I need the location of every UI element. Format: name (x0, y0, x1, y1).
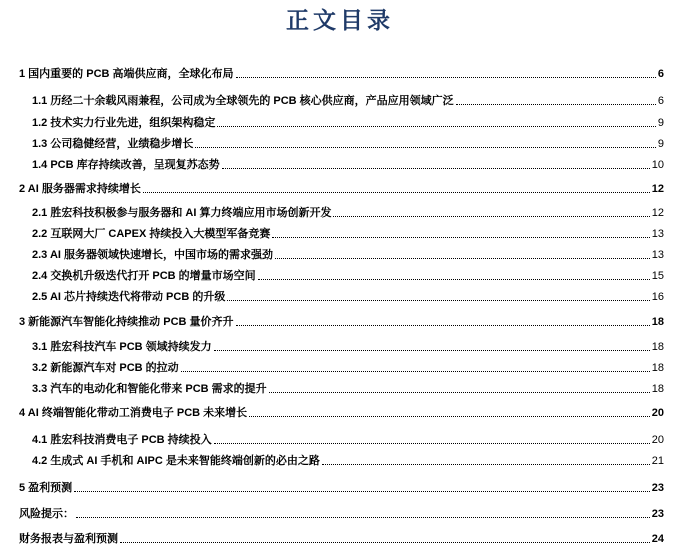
toc-entry-label: 4 AI 终端智能化带动工消费电子 PCB 未来增长 (19, 407, 248, 419)
toc-leader-dots (258, 279, 650, 280)
toc-section-entry[interactable] (19, 481, 664, 495)
toc-page-number: 16 (651, 291, 664, 303)
toc-page-number: 20 (651, 434, 664, 446)
toc-entry-label: 2 AI 服务器需求持续增长 (19, 183, 141, 195)
toc-entry-label: 1.1 历经二十余载风雨兼程，公司成为全球领先的 PCB 核心供应商，产品应用领域广泛 (32, 95, 454, 107)
toc-leader-dots (269, 392, 650, 393)
page-title: 正文目录 (286, 7, 394, 34)
toc-leader-dots (143, 192, 650, 193)
toc-leader-dots (222, 168, 650, 169)
toc-page-number: 24 (651, 533, 664, 545)
toc-page-number: 9 (657, 138, 664, 150)
toc-leader-dots (249, 416, 650, 417)
toc-page-number: 15 (651, 270, 664, 282)
toc-entry-label: 1.4 PCB 库存持续改善，呈现复苏态势 (32, 159, 220, 171)
toc-entry-label: 2.4 交换机升级迭代打开 PCB 的增量市场空间 (32, 270, 256, 282)
toc-entry-label: 4.1 胜宏科技消费电子 PCB 持续投入 (32, 434, 212, 446)
toc-entry-label: 3.3 汽车的电动化和智能化带来 PCB 需求的提升 (32, 383, 267, 395)
toc-entry-label: 风险提示： (19, 508, 74, 520)
toc-leader-dots (236, 325, 650, 326)
toc-section-entry[interactable] (19, 406, 664, 420)
toc-section-entry[interactable] (19, 507, 664, 521)
toc-page-number: 6 (657, 95, 664, 107)
toc-leader-dots (181, 371, 650, 372)
toc-section-entry[interactable] (19, 315, 664, 329)
toc-entry-label: 2.3 AI 服务器领域快速增长，中国市场的需求强劲 (32, 249, 273, 261)
toc-entry-label: 3 新能源汽车智能化持续推动 PCB 量价齐升 (19, 316, 234, 328)
toc-entry-label: 1.3 公司稳健经营，业绩稳步增长 (32, 138, 194, 150)
toc-entry-label: 4.2 生成式 AI 手机和 AIPC 是未来智能终端创新的必由之路 (32, 455, 320, 467)
toc-leader-dots (195, 147, 656, 148)
toc-section-entry[interactable] (19, 532, 664, 546)
toc-page-number: 13 (651, 228, 664, 240)
toc-subsection-entry[interactable] (32, 269, 664, 283)
toc-subsection-entry[interactable] (32, 158, 664, 172)
toc-entry-label: 1.2 技术实力行业先进，组织架构稳定 (32, 117, 216, 129)
toc-subsection-entry[interactable] (32, 382, 664, 396)
toc-section-entry[interactable] (19, 67, 664, 81)
toc-page-number: 18 (651, 316, 664, 328)
toc-page-number: 12 (651, 207, 664, 219)
toc-subsection-entry[interactable] (32, 248, 664, 262)
toc-entry-label: 财务报表与盈利预测 (19, 533, 118, 545)
toc-entry-label: 3.2 新能源汽车对 PCB 的拉动 (32, 362, 179, 374)
toc-leader-dots (275, 258, 650, 259)
toc-page-number: 6 (657, 68, 664, 80)
toc-page-number: 18 (651, 341, 664, 353)
toc-subsection-entry[interactable] (32, 433, 664, 447)
toc-page-number: 18 (651, 383, 664, 395)
toc-entry-label: 2.1 胜宏科技积极参与服务器和 AI 算力终端应用市场创新开发 (32, 207, 332, 219)
toc-section-entry[interactable] (19, 182, 664, 196)
toc-leader-dots (322, 464, 650, 465)
toc-leader-dots (456, 104, 656, 105)
toc-leader-dots (120, 542, 650, 543)
toc-leader-dots (272, 237, 649, 238)
toc-leader-dots (76, 517, 650, 518)
toc-page-number: 10 (651, 159, 664, 171)
toc-subsection-entry[interactable] (32, 137, 664, 151)
toc-leader-dots (214, 443, 650, 444)
toc-subsection-entry[interactable] (32, 340, 664, 354)
toc-entry-label: 2.2 互联网大厂 CAPEX 持续投入大模型军备竞赛 (32, 228, 271, 240)
toc-page-number: 12 (651, 183, 664, 195)
toc-page-number: 23 (651, 508, 664, 520)
toc-subsection-entry[interactable] (32, 206, 664, 220)
toc-subsection-entry[interactable] (32, 361, 664, 375)
toc-leader-dots (236, 77, 656, 78)
toc-page-number: 21 (651, 455, 664, 467)
toc-subsection-entry[interactable] (32, 116, 664, 130)
toc-entry-label: 2.5 AI 芯片持续迭代将带动 PCB 的升级 (32, 291, 226, 303)
toc-page-number: 9 (657, 117, 664, 129)
toc-leader-dots (217, 126, 656, 127)
toc-page-number: 23 (651, 482, 664, 494)
toc-subsection-entry[interactable] (32, 94, 664, 108)
toc-entry-label: 5 盈利预测 (19, 482, 73, 494)
toc-entry-label: 1 国内重要的 PCB 高端供应商，全球化布局 (19, 68, 234, 80)
toc-leader-dots (227, 300, 649, 301)
toc-leader-dots (214, 350, 650, 351)
toc-leader-dots (333, 216, 649, 217)
toc-entry-label: 3.1 胜宏科技汽车 PCB 领域持续发力 (32, 341, 212, 353)
toc-leader-dots (74, 491, 650, 492)
toc-subsection-entry[interactable] (32, 454, 664, 468)
toc-page-number: 13 (651, 249, 664, 261)
toc-page-number: 18 (651, 362, 664, 374)
toc-subsection-entry[interactable] (32, 227, 664, 241)
toc-subsection-entry[interactable] (32, 290, 664, 304)
toc-page-number: 20 (651, 407, 664, 419)
